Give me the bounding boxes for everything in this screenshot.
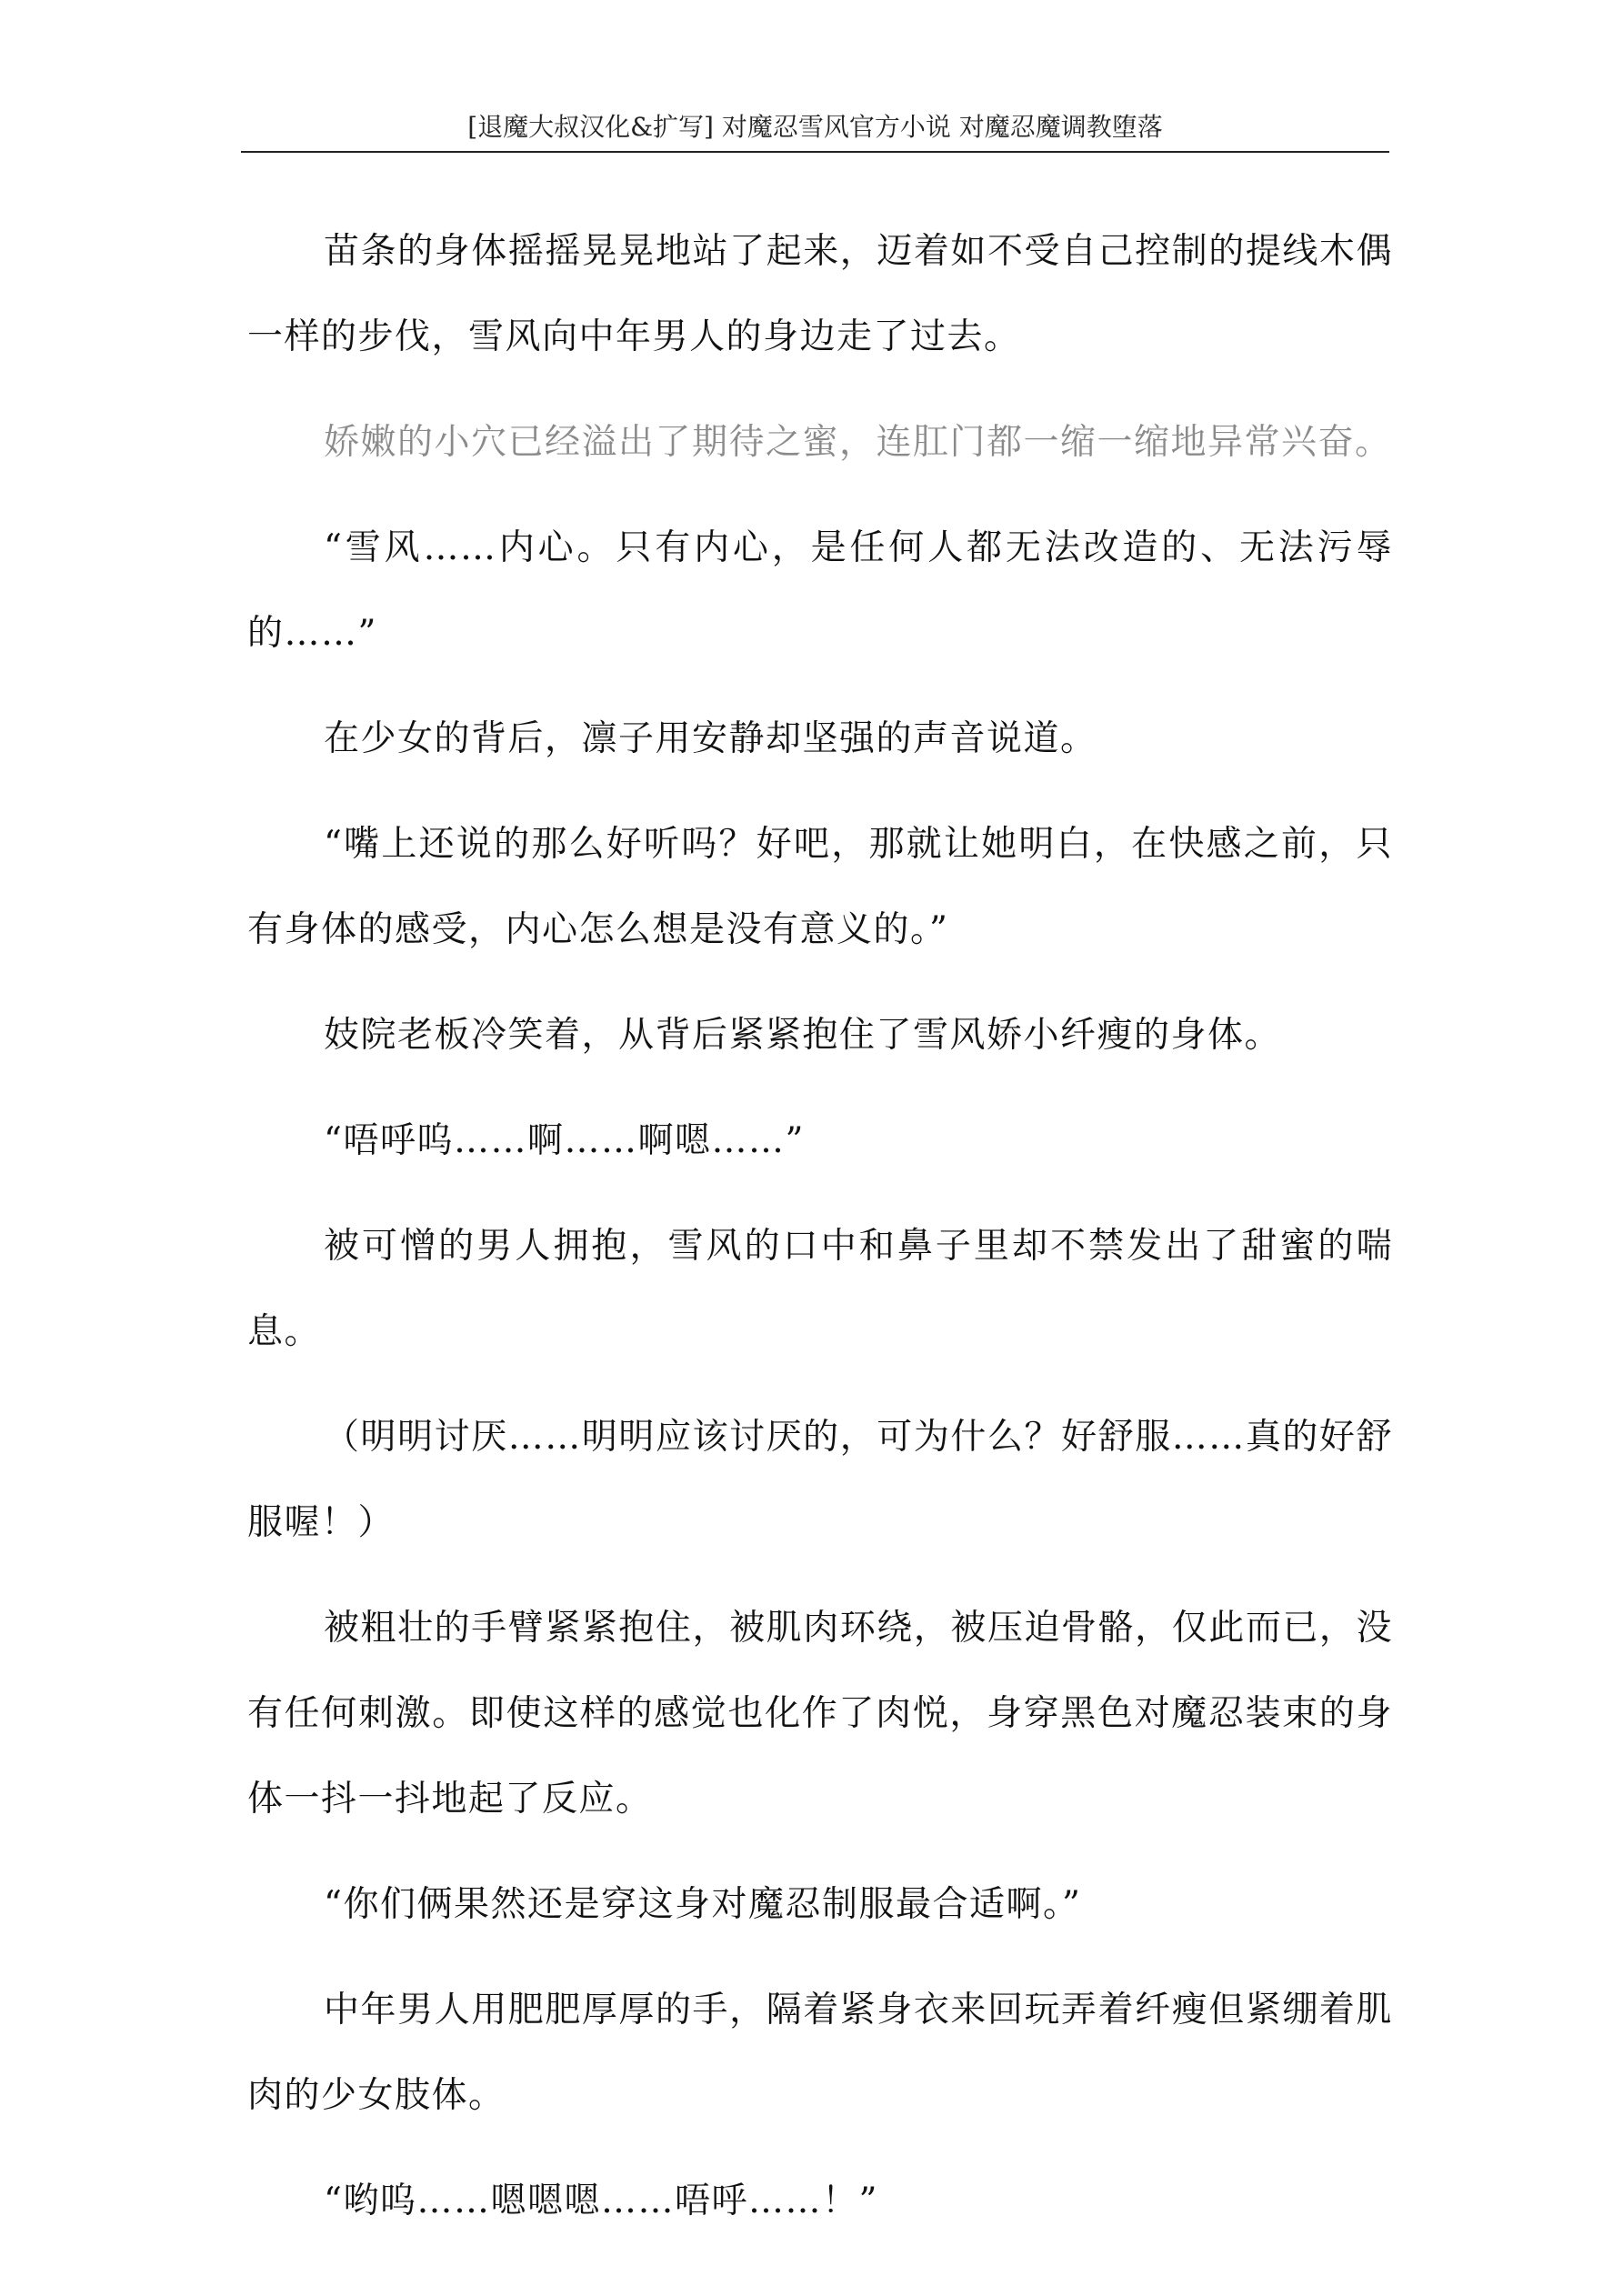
paragraph: 在少女的背后，凛子用安静却坚强的声音说道。 <box>324 718 1097 759</box>
paragraph: 苗条的身体摇摇晃晃地站了起来，迈着如不受自己控制的提线木偶一样的步伐，雪风向中年男人的身边走了过去。 <box>247 231 1393 357</box>
paragraph: （明明讨厌……明明应该讨厌的，可为什么？好舒服……真的好舒服喔！） <box>247 1417 1393 1543</box>
paragraph: 被可憎的男人拥抱，雪风的口中和鼻子里却不禁发出了甜蜜的喘息。 <box>247 1226 1393 1352</box>
header-divider <box>241 151 1389 153</box>
paragraph: “你们俩果然还是穿这身对魔忍制服最合适啊。” <box>324 1884 1082 1925</box>
document-body <box>247 209 1393 2264</box>
paragraph: 娇嫩的小穴已经溢出了期待之蜜，连肛门都一缩一缩地异常兴奋。 <box>324 422 1392 463</box>
paragraph: “哟呜……嗯嗯嗯……唔呼……！” <box>324 2181 878 2221</box>
running-header: [退魔大叔汉化&扩写] 对魔忍雪风官方小说 对魔忍魔调教堕落 <box>467 112 1163 142</box>
paragraph: “雪风……内心。只有内心，是任何人都无法改造的、无法污辱的……” <box>247 527 1393 654</box>
paragraph: 中年男人用肥肥厚厚的手，隔着紧身衣来回玩弄着纤瘦但紧绷着肌肉的少女肢体。 <box>247 1990 1393 2116</box>
paragraph: 被粗壮的手臂紧紧抱住，被肌肉环绕，被压迫骨骼，仅此而已，没有任何刺激。即使这样的感觉也化作了肉悦，身穿黑色对魔忍装束的身体一抖一抖地起了反应。 <box>247 1608 1393 1820</box>
paragraph: “嘴上还说的那么好听吗？好吧，那就让她明白，在快感之前，只有身体的感受，内心怎么想是没有意义的。” <box>247 824 1393 950</box>
paragraph: “唔呼呜……啊……啊嗯……” <box>324 1120 805 1161</box>
paragraph: 妓院老板冷笑着，从背后紧紧抱住了雪风娇小纤瘦的身体。 <box>324 1015 1282 1056</box>
